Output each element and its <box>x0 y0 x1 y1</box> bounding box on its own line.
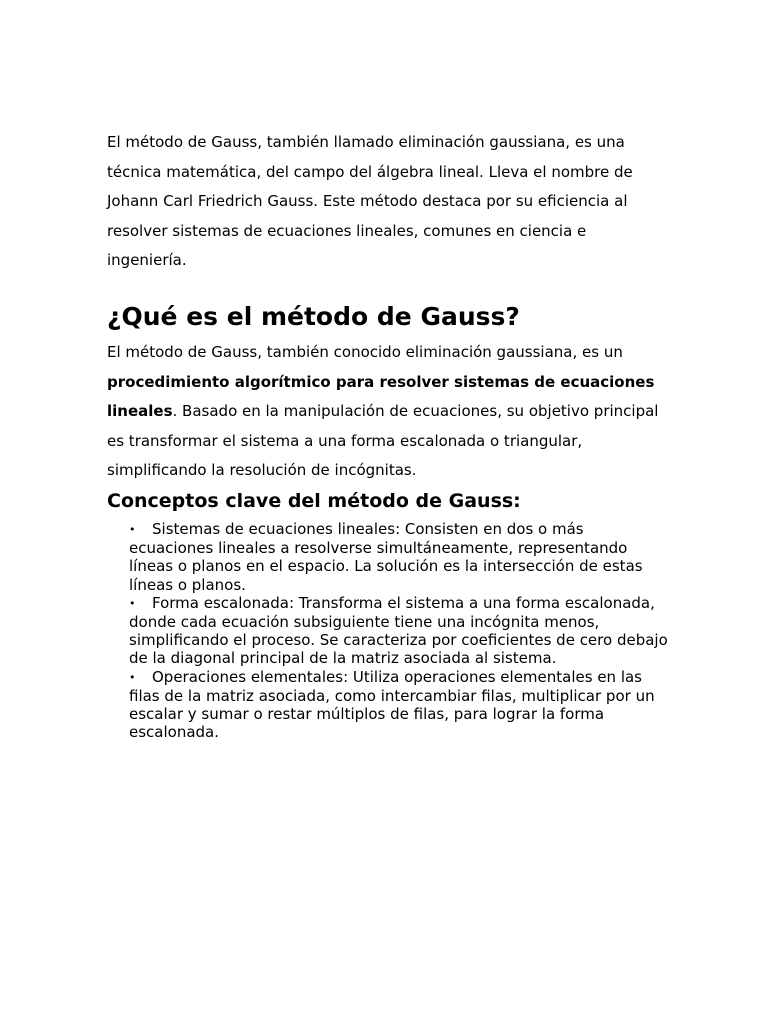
definition-text-start: El método de Gauss, también conocido eliminación gaussiana, es un <box>107 343 623 361</box>
bullet-icon: • <box>129 596 136 610</box>
concepts-list <box>129 520 669 741</box>
list-item-text: Sistemas de ecuaciones lineales: Consisten en dos o más ecuaciones lineales a resolverse simultáneamente, representando líneas o planos en el espacio. La solución es la intersección de estas líneas o planos. <box>129 520 643 594</box>
intro-paragraph: El método de Gauss, también llamado eliminación gaussiana, es una técnica matemática, del campo del álgebra lineal. Lleva el nombre de Johann Carl Friedrich Gauss. Este método destaca por su eficiencia al resolver sistemas de ecuaciones lineales, comunes en ciencia e ingeniería. <box>107 133 633 270</box>
list-item <box>129 594 669 668</box>
bullet-icon: • <box>129 523 136 536</box>
list-item-text: Forma escalonada: Transforma el sistema a una forma escalonada, donde cada ecuación subsiguiente tiene una incógnita menos, simplificando el proceso. Se caracteriza por coeficientes de cero debajo de la diagonal principal de la matriz asociada al sistema. <box>129 593 668 668</box>
list-item-text: Operaciones elementales: Utiliza operaciones elementales en las filas de la matriz asociada, como intercambiar filas, multiplicar por un escalar y sumar o restar múltiplos de filas, para lograr la forma escalonada. <box>129 667 655 742</box>
list-item <box>129 520 669 594</box>
definition-bold-phrase: procedimiento algorítmico para resolver sistemas de ecuaciones lineales <box>107 372 655 421</box>
concepts-heading: Conceptos clave del método de Gauss: <box>107 490 521 512</box>
section-heading: ¿Qué es el método de Gauss? <box>107 302 520 331</box>
list-item <box>129 668 669 742</box>
definition-paragraph <box>107 338 667 486</box>
bullet-icon: • <box>129 670 136 684</box>
definition-text-end: . Basado en la manipulación de ecuaciones, su objetivo principal es transformar el sistema a una forma escalonada o triangular, simplificando la resolución de incógnitas. <box>107 402 659 480</box>
